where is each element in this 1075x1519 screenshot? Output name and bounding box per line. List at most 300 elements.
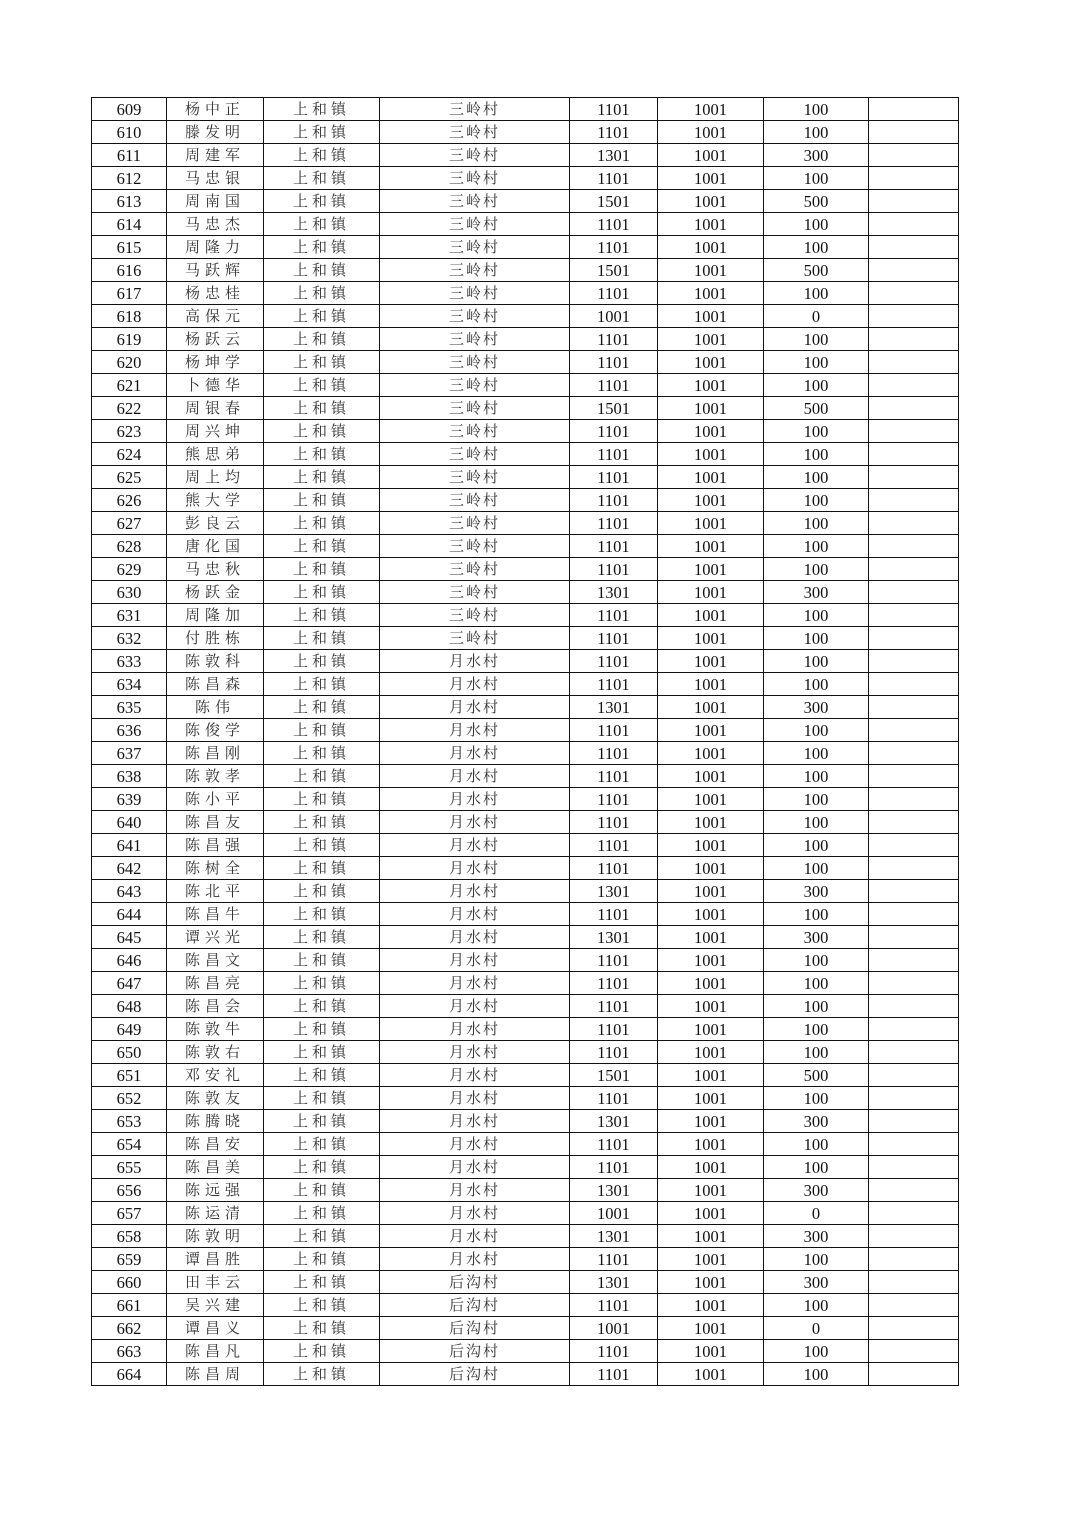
name-cell: 杨忠桂 <box>167 282 264 305</box>
name-cell: 谭昌义 <box>167 1317 264 1340</box>
value-b-cell: 1001 <box>658 236 764 259</box>
value-a-cell: 1101 <box>570 512 658 535</box>
row-number-cell: 643 <box>92 880 167 903</box>
note-cell <box>869 466 959 489</box>
value-b-cell: 1001 <box>658 1248 764 1271</box>
value-a-cell: 1101 <box>570 535 658 558</box>
value-b-cell: 1001 <box>658 788 764 811</box>
row-number-cell: 609 <box>92 98 167 121</box>
table-row <box>92 121 959 144</box>
value-b-cell: 1001 <box>658 512 764 535</box>
value-b-cell: 1001 <box>658 972 764 995</box>
village-cell: 三岭村 <box>380 397 570 420</box>
town-cell: 上和镇 <box>264 811 380 834</box>
difference-cell: 100 <box>764 328 869 351</box>
table-body <box>92 98 959 1386</box>
table-row <box>92 1317 959 1340</box>
town-cell: 上和镇 <box>264 466 380 489</box>
note-cell <box>869 213 959 236</box>
value-b-cell: 1001 <box>658 466 764 489</box>
town-cell: 上和镇 <box>264 1271 380 1294</box>
value-a-cell: 1101 <box>570 443 658 466</box>
name-cell: 马跃辉 <box>167 259 264 282</box>
name-cell: 周建军 <box>167 144 264 167</box>
town-cell: 上和镇 <box>264 512 380 535</box>
note-cell <box>869 121 959 144</box>
value-a-cell: 1301 <box>570 880 658 903</box>
village-cell: 三岭村 <box>380 167 570 190</box>
value-a-cell: 1301 <box>570 926 658 949</box>
name-cell: 周隆力 <box>167 236 264 259</box>
value-a-cell: 1101 <box>570 328 658 351</box>
difference-cell: 100 <box>764 236 869 259</box>
value-b-cell: 1001 <box>658 1225 764 1248</box>
note-cell <box>869 719 959 742</box>
town-cell: 上和镇 <box>264 1064 380 1087</box>
table-row <box>92 627 959 650</box>
row-number-cell: 656 <box>92 1179 167 1202</box>
table-row <box>92 1041 959 1064</box>
note-cell <box>869 1064 959 1087</box>
row-number-cell: 645 <box>92 926 167 949</box>
note-cell <box>869 972 959 995</box>
town-cell: 上和镇 <box>264 788 380 811</box>
village-cell: 月水村 <box>380 949 570 972</box>
town-cell: 上和镇 <box>264 1248 380 1271</box>
table-row <box>92 1018 959 1041</box>
row-number-cell: 655 <box>92 1156 167 1179</box>
note-cell <box>869 1340 959 1363</box>
town-cell: 上和镇 <box>264 236 380 259</box>
row-number-cell: 638 <box>92 765 167 788</box>
value-b-cell: 1001 <box>658 926 764 949</box>
table-row <box>92 489 959 512</box>
value-b-cell: 1001 <box>658 650 764 673</box>
data-table <box>91 97 959 1386</box>
town-cell: 上和镇 <box>264 742 380 765</box>
difference-cell: 100 <box>764 834 869 857</box>
table-row <box>92 351 959 374</box>
row-number-cell: 657 <box>92 1202 167 1225</box>
note-cell <box>869 512 959 535</box>
difference-cell: 100 <box>764 857 869 880</box>
note-cell <box>869 581 959 604</box>
value-a-cell: 1001 <box>570 1202 658 1225</box>
difference-cell: 100 <box>764 213 869 236</box>
difference-cell: 100 <box>764 98 869 121</box>
difference-cell: 100 <box>764 1087 869 1110</box>
value-b-cell: 1001 <box>658 1133 764 1156</box>
value-b-cell: 1001 <box>658 98 764 121</box>
name-cell: 陈昌美 <box>167 1156 264 1179</box>
town-cell: 上和镇 <box>264 1317 380 1340</box>
row-number-cell: 634 <box>92 673 167 696</box>
village-cell: 月水村 <box>380 903 570 926</box>
note-cell <box>869 190 959 213</box>
name-cell: 陈腾晓 <box>167 1110 264 1133</box>
town-cell: 上和镇 <box>264 1363 380 1386</box>
row-number-cell: 615 <box>92 236 167 259</box>
village-cell: 月水村 <box>380 1202 570 1225</box>
name-cell: 彭良云 <box>167 512 264 535</box>
value-b-cell: 1001 <box>658 1294 764 1317</box>
village-cell: 月水村 <box>380 972 570 995</box>
table-row <box>92 1363 959 1386</box>
value-b-cell: 1001 <box>658 581 764 604</box>
value-b-cell: 1001 <box>658 167 764 190</box>
table-row <box>92 604 959 627</box>
value-a-cell: 1101 <box>570 1294 658 1317</box>
value-b-cell: 1001 <box>658 1041 764 1064</box>
note-cell <box>869 696 959 719</box>
table-row <box>92 1225 959 1248</box>
name-cell: 杨中正 <box>167 98 264 121</box>
note-cell <box>869 1041 959 1064</box>
value-a-cell: 1101 <box>570 489 658 512</box>
table-row <box>92 834 959 857</box>
row-number-cell: 654 <box>92 1133 167 1156</box>
town-cell: 上和镇 <box>264 673 380 696</box>
village-cell: 三岭村 <box>380 512 570 535</box>
name-cell: 陈昌刚 <box>167 742 264 765</box>
value-a-cell: 1101 <box>570 627 658 650</box>
row-number-cell: 662 <box>92 1317 167 1340</box>
value-a-cell: 1101 <box>570 1087 658 1110</box>
town-cell: 上和镇 <box>264 1110 380 1133</box>
row-number-cell: 621 <box>92 374 167 397</box>
table-row <box>92 535 959 558</box>
row-number-cell: 653 <box>92 1110 167 1133</box>
value-a-cell: 1301 <box>570 581 658 604</box>
table-row <box>92 374 959 397</box>
town-cell: 上和镇 <box>264 144 380 167</box>
row-number-cell: 658 <box>92 1225 167 1248</box>
town-cell: 上和镇 <box>264 903 380 926</box>
difference-cell: 300 <box>764 926 869 949</box>
note-cell <box>869 1018 959 1041</box>
table-row <box>92 926 959 949</box>
difference-cell: 100 <box>764 811 869 834</box>
note-cell <box>869 857 959 880</box>
value-b-cell: 1001 <box>658 1271 764 1294</box>
difference-cell: 100 <box>764 512 869 535</box>
table-row <box>92 397 959 420</box>
row-number-cell: 647 <box>92 972 167 995</box>
difference-cell: 300 <box>764 581 869 604</box>
difference-cell: 100 <box>764 121 869 144</box>
note-cell <box>869 811 959 834</box>
name-cell: 滕发明 <box>167 121 264 144</box>
row-number-cell: 624 <box>92 443 167 466</box>
value-a-cell: 1101 <box>570 903 658 926</box>
village-cell: 三岭村 <box>380 98 570 121</box>
village-cell: 月水村 <box>380 719 570 742</box>
value-a-cell: 1101 <box>570 1363 658 1386</box>
note-cell <box>869 788 959 811</box>
town-cell: 上和镇 <box>264 1041 380 1064</box>
value-b-cell: 1001 <box>658 1064 764 1087</box>
value-a-cell: 1101 <box>570 719 658 742</box>
value-b-cell: 1001 <box>658 328 764 351</box>
row-number-cell: 628 <box>92 535 167 558</box>
village-cell: 月水村 <box>380 1225 570 1248</box>
value-a-cell: 1101 <box>570 1340 658 1363</box>
row-number-cell: 663 <box>92 1340 167 1363</box>
village-cell: 后沟村 <box>380 1271 570 1294</box>
row-number-cell: 626 <box>92 489 167 512</box>
village-cell: 三岭村 <box>380 627 570 650</box>
name-cell: 卜德华 <box>167 374 264 397</box>
difference-cell: 100 <box>764 650 869 673</box>
note-cell <box>869 765 959 788</box>
name-cell: 陈昌友 <box>167 811 264 834</box>
difference-cell: 300 <box>764 1225 869 1248</box>
name-cell: 熊大学 <box>167 489 264 512</box>
value-b-cell: 1001 <box>658 903 764 926</box>
village-cell: 三岭村 <box>380 282 570 305</box>
value-b-cell: 1001 <box>658 351 764 374</box>
row-number-cell: 659 <box>92 1248 167 1271</box>
value-b-cell: 1001 <box>658 765 764 788</box>
note-cell <box>869 98 959 121</box>
difference-cell: 100 <box>764 765 869 788</box>
name-cell: 陈昌森 <box>167 673 264 696</box>
table-row <box>92 788 959 811</box>
town-cell: 上和镇 <box>264 190 380 213</box>
row-number-cell: 648 <box>92 995 167 1018</box>
town-cell: 上和镇 <box>264 167 380 190</box>
note-cell <box>869 880 959 903</box>
value-a-cell: 1101 <box>570 420 658 443</box>
village-cell: 三岭村 <box>380 121 570 144</box>
town-cell: 上和镇 <box>264 213 380 236</box>
difference-cell: 300 <box>764 1271 869 1294</box>
value-b-cell: 1001 <box>658 489 764 512</box>
table-row <box>92 1156 959 1179</box>
value-a-cell: 1101 <box>570 1041 658 1064</box>
village-cell: 三岭村 <box>380 558 570 581</box>
name-cell: 田丰云 <box>167 1271 264 1294</box>
value-b-cell: 1001 <box>658 949 764 972</box>
value-b-cell: 1001 <box>658 995 764 1018</box>
value-b-cell: 1001 <box>658 213 764 236</box>
note-cell <box>869 1179 959 1202</box>
row-number-cell: 622 <box>92 397 167 420</box>
row-number-cell: 614 <box>92 213 167 236</box>
name-cell: 陈伟 <box>167 696 264 719</box>
town-cell: 上和镇 <box>264 696 380 719</box>
difference-cell: 100 <box>764 1363 869 1386</box>
difference-cell: 100 <box>764 558 869 581</box>
table-row <box>92 282 959 305</box>
town-cell: 上和镇 <box>264 765 380 788</box>
note-cell <box>869 1202 959 1225</box>
table-row <box>92 1248 959 1271</box>
value-b-cell: 1001 <box>658 121 764 144</box>
value-a-cell: 1101 <box>570 1133 658 1156</box>
difference-cell: 500 <box>764 259 869 282</box>
village-cell: 月水村 <box>380 834 570 857</box>
note-cell <box>869 397 959 420</box>
value-a-cell: 1301 <box>570 1179 658 1202</box>
town-cell: 上和镇 <box>264 1225 380 1248</box>
note-cell <box>869 535 959 558</box>
difference-cell: 100 <box>764 972 869 995</box>
name-cell: 马忠秋 <box>167 558 264 581</box>
difference-cell: 100 <box>764 1248 869 1271</box>
value-a-cell: 1101 <box>570 282 658 305</box>
name-cell: 熊思弟 <box>167 443 264 466</box>
difference-cell: 100 <box>764 420 869 443</box>
note-cell <box>869 995 959 1018</box>
value-b-cell: 1001 <box>658 673 764 696</box>
row-number-cell: 644 <box>92 903 167 926</box>
town-cell: 上和镇 <box>264 328 380 351</box>
note-cell <box>869 558 959 581</box>
value-a-cell: 1101 <box>570 811 658 834</box>
note-cell <box>869 1087 959 1110</box>
value-a-cell: 1501 <box>570 397 658 420</box>
value-b-cell: 1001 <box>658 1179 764 1202</box>
village-cell: 月水村 <box>380 1179 570 1202</box>
name-cell: 吴兴建 <box>167 1294 264 1317</box>
row-number-cell: 613 <box>92 190 167 213</box>
value-a-cell: 1301 <box>570 1271 658 1294</box>
name-cell: 陈敦孝 <box>167 765 264 788</box>
village-cell: 三岭村 <box>380 305 570 328</box>
value-b-cell: 1001 <box>658 282 764 305</box>
name-cell: 陈昌强 <box>167 834 264 857</box>
value-a-cell: 1501 <box>570 190 658 213</box>
town-cell: 上和镇 <box>264 1179 380 1202</box>
value-b-cell: 1001 <box>658 696 764 719</box>
village-cell: 月水村 <box>380 880 570 903</box>
town-cell: 上和镇 <box>264 1018 380 1041</box>
difference-cell: 100 <box>764 742 869 765</box>
town-cell: 上和镇 <box>264 949 380 972</box>
note-cell <box>869 1294 959 1317</box>
note-cell <box>869 903 959 926</box>
name-cell: 陈敦牛 <box>167 1018 264 1041</box>
value-a-cell: 1101 <box>570 374 658 397</box>
name-cell: 周隆加 <box>167 604 264 627</box>
value-a-cell: 1101 <box>570 788 658 811</box>
village-cell: 月水村 <box>380 1087 570 1110</box>
value-a-cell: 1101 <box>570 167 658 190</box>
row-number-cell: 612 <box>92 167 167 190</box>
note-cell <box>869 1225 959 1248</box>
name-cell: 付胜栋 <box>167 627 264 650</box>
village-cell: 月水村 <box>380 995 570 1018</box>
village-cell: 三岭村 <box>380 535 570 558</box>
difference-cell: 100 <box>764 949 869 972</box>
value-b-cell: 1001 <box>658 374 764 397</box>
table-row <box>92 742 959 765</box>
town-cell: 上和镇 <box>264 1294 380 1317</box>
value-b-cell: 1001 <box>658 305 764 328</box>
table-row <box>92 328 959 351</box>
difference-cell: 300 <box>764 880 869 903</box>
value-a-cell: 1001 <box>570 305 658 328</box>
value-a-cell: 1101 <box>570 1018 658 1041</box>
value-a-cell: 1101 <box>570 1248 658 1271</box>
value-a-cell: 1101 <box>570 604 658 627</box>
difference-cell: 100 <box>764 995 869 1018</box>
town-cell: 上和镇 <box>264 627 380 650</box>
town-cell: 上和镇 <box>264 282 380 305</box>
value-b-cell: 1001 <box>658 627 764 650</box>
town-cell: 上和镇 <box>264 926 380 949</box>
row-number-cell: 620 <box>92 351 167 374</box>
town-cell: 上和镇 <box>264 121 380 144</box>
row-number-cell: 640 <box>92 811 167 834</box>
village-cell: 三岭村 <box>380 328 570 351</box>
name-cell: 谭兴光 <box>167 926 264 949</box>
note-cell <box>869 328 959 351</box>
note-cell <box>869 443 959 466</box>
row-number-cell: 646 <box>92 949 167 972</box>
difference-cell: 0 <box>764 1317 869 1340</box>
note-cell <box>869 282 959 305</box>
value-b-cell: 1001 <box>658 1018 764 1041</box>
name-cell: 陈敦明 <box>167 1225 264 1248</box>
note-cell <box>869 1156 959 1179</box>
note-cell <box>869 1248 959 1271</box>
difference-cell: 100 <box>764 167 869 190</box>
table-row <box>92 581 959 604</box>
name-cell: 周南国 <box>167 190 264 213</box>
name-cell: 陈昌凡 <box>167 1340 264 1363</box>
village-cell: 月水村 <box>380 811 570 834</box>
village-cell: 月水村 <box>380 1018 570 1041</box>
village-cell: 三岭村 <box>380 604 570 627</box>
town-cell: 上和镇 <box>264 98 380 121</box>
difference-cell: 100 <box>764 535 869 558</box>
note-cell <box>869 742 959 765</box>
value-a-cell: 1101 <box>570 673 658 696</box>
note-cell <box>869 236 959 259</box>
town-cell: 上和镇 <box>264 305 380 328</box>
village-cell: 三岭村 <box>380 144 570 167</box>
note-cell <box>869 650 959 673</box>
difference-cell: 100 <box>764 351 869 374</box>
name-cell: 陈昌文 <box>167 949 264 972</box>
name-cell: 陈敦友 <box>167 1087 264 1110</box>
note-cell <box>869 926 959 949</box>
value-b-cell: 1001 <box>658 1202 764 1225</box>
value-b-cell: 1001 <box>658 857 764 880</box>
row-number-cell: 650 <box>92 1041 167 1064</box>
note-cell <box>869 489 959 512</box>
row-number-cell: 633 <box>92 650 167 673</box>
table-row <box>92 972 959 995</box>
name-cell: 周上均 <box>167 466 264 489</box>
row-number-cell: 611 <box>92 144 167 167</box>
name-cell: 陈昌会 <box>167 995 264 1018</box>
difference-cell: 300 <box>764 144 869 167</box>
row-number-cell: 616 <box>92 259 167 282</box>
table-row <box>92 1271 959 1294</box>
table-row <box>92 190 959 213</box>
village-cell: 三岭村 <box>380 466 570 489</box>
town-cell: 上和镇 <box>264 834 380 857</box>
value-a-cell: 1101 <box>570 742 658 765</box>
difference-cell: 100 <box>764 1294 869 1317</box>
note-cell <box>869 1363 959 1386</box>
difference-cell: 100 <box>764 1133 869 1156</box>
row-number-cell: 642 <box>92 857 167 880</box>
value-a-cell: 1101 <box>570 213 658 236</box>
